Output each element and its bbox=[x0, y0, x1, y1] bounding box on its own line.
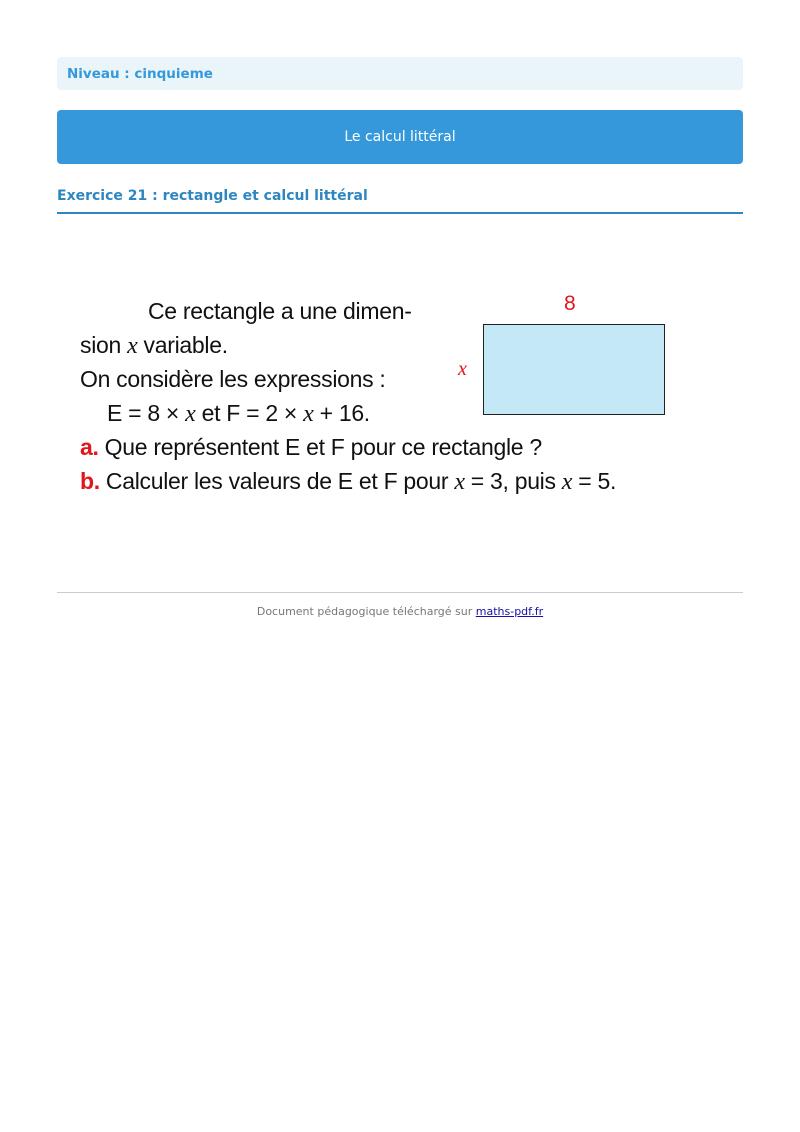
variable-x: x bbox=[454, 469, 465, 495]
rectangle-shape bbox=[483, 324, 665, 415]
question-b bbox=[80, 468, 616, 496]
footer-link[interactable]: maths-pdf.fr bbox=[475, 605, 544, 618]
rectangle-length-label: 8 bbox=[564, 292, 576, 315]
title-banner bbox=[57, 110, 743, 164]
question-a bbox=[80, 434, 542, 461]
exercise-title: Exercice 21 : rectangle et calcul littéral bbox=[57, 188, 368, 204]
question-text: Que représentent E et F pour ce rectangle ? bbox=[98, 434, 542, 460]
level-label: Niveau : cinquieme bbox=[67, 65, 213, 82]
footer-text: Document pédagogique téléchargé sur bbox=[256, 605, 476, 618]
statement-text: On considère les expressions : bbox=[80, 366, 386, 392]
variable-x: x bbox=[185, 401, 196, 427]
rectangle-width-label: x bbox=[458, 358, 467, 380]
footer bbox=[57, 605, 743, 618]
question-marker: b. bbox=[80, 468, 100, 494]
variable-x: x bbox=[127, 333, 138, 359]
footer-divider bbox=[57, 592, 743, 593]
statement-line-2 bbox=[80, 332, 228, 360]
statement-text: Ce rectangle a une dimen- bbox=[148, 298, 412, 324]
rectangle-figure bbox=[452, 290, 672, 420]
expressions-line bbox=[107, 400, 370, 428]
statement-line-3 bbox=[80, 366, 386, 393]
level-box bbox=[57, 57, 743, 90]
exercise-heading bbox=[57, 185, 743, 214]
question-marker: a. bbox=[80, 434, 99, 460]
question-text: Calculer les valeurs de E et F pour bbox=[99, 468, 455, 494]
expression-text: + 16. bbox=[313, 400, 370, 426]
variable-x: x bbox=[561, 469, 573, 495]
statement-text: variable. bbox=[137, 332, 228, 358]
question-text: = 3, puis bbox=[464, 468, 562, 494]
variable-x: x bbox=[303, 401, 314, 427]
statement-line-1 bbox=[148, 298, 412, 325]
chapter-title: Le calcul littéral bbox=[344, 129, 456, 145]
expression-text: E = 8 × bbox=[107, 400, 186, 426]
question-text: = 5. bbox=[572, 468, 617, 494]
expression-text: et F = 2 × bbox=[195, 400, 304, 426]
exercise-content bbox=[80, 290, 740, 505]
statement-text: sion bbox=[80, 332, 128, 358]
